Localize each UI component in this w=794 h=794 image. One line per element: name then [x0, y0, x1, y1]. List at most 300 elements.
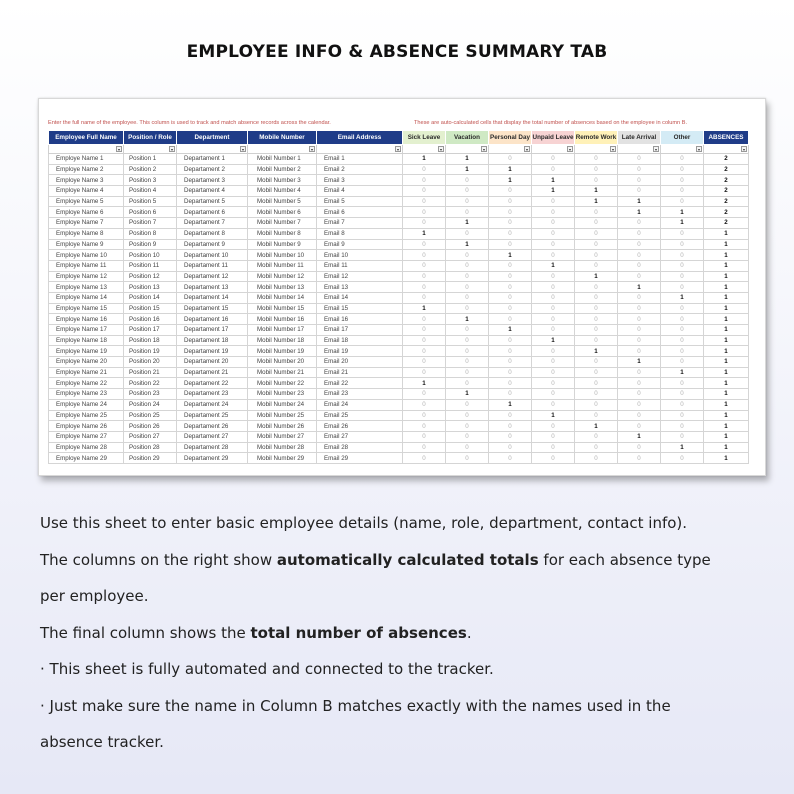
cell-department[interactable]: Departament 6 — [177, 207, 248, 218]
cell-vacation: 0 — [446, 378, 489, 389]
cell-late-arrival: 0 — [618, 186, 661, 197]
cell-employee-name[interactable]: Employe Name 8 — [49, 228, 124, 239]
cell-employee-name[interactable]: Employe Name 25 — [49, 410, 124, 421]
cell-late-arrival: 0 — [618, 260, 661, 271]
cell-personal-day: 0 — [489, 303, 532, 314]
cell-employee-name[interactable]: Employe Name 11 — [49, 260, 124, 271]
cell-vacation: 0 — [446, 175, 489, 186]
cell-absences-total: 2 — [704, 186, 749, 197]
table-row — [49, 260, 749, 271]
filter-dropdown-icon[interactable]: ▾ — [654, 147, 657, 152]
cell-department[interactable]: Departament 12 — [177, 271, 248, 282]
cell-employee-name[interactable]: Employe Name 21 — [49, 367, 124, 378]
header-employee-name[interactable]: Employee Full Name — [49, 131, 124, 145]
cell-email[interactable]: Email 28 — [317, 442, 403, 453]
cell-employee-name[interactable]: Employe Name 14 — [49, 292, 124, 303]
filter-cell — [49, 145, 124, 154]
table-row — [49, 250, 749, 261]
cell-absences-total: 1 — [704, 399, 749, 410]
cell-mobile[interactable]: Mobil Number 19 — [248, 346, 317, 357]
cell-position[interactable]: Position 7 — [124, 218, 177, 229]
cell-position[interactable]: Position 1 — [124, 154, 177, 165]
cell-sick-leave: 0 — [403, 431, 446, 442]
page-title: EMPLOYEE INFO & ABSENCE SUMMARY TAB — [186, 42, 608, 62]
cell-position[interactable]: Position 18 — [124, 335, 177, 346]
cell-personal-day: 0 — [489, 421, 532, 432]
cell-absences-total: 1 — [704, 292, 749, 303]
cell-position[interactable]: Position 28 — [124, 442, 177, 453]
cell-position[interactable]: Position 13 — [124, 282, 177, 293]
cell-email[interactable]: Email 27 — [317, 431, 403, 442]
cell-remote-work: 0 — [575, 399, 618, 410]
cell-employee-name[interactable]: Employe Name 23 — [49, 389, 124, 400]
cell-mobile[interactable]: Mobil Number 28 — [248, 442, 317, 453]
cell-department[interactable]: Departament 7 — [177, 218, 248, 229]
cell-email[interactable]: Email 21 — [317, 367, 403, 378]
filter-cell — [489, 145, 532, 154]
cell-email[interactable]: Email 17 — [317, 325, 403, 336]
cell-absences-total: 1 — [704, 271, 749, 282]
cell-employee-name[interactable]: Employe Name 16 — [49, 314, 124, 325]
cell-employee-name[interactable]: Employe Name 28 — [49, 442, 124, 453]
filter-dropdown-icon[interactable]: ▾ — [697, 147, 700, 152]
cell-vacation: 0 — [446, 228, 489, 239]
cell-email[interactable]: Email 10 — [317, 250, 403, 261]
cell-sick-leave: 0 — [403, 292, 446, 303]
table-row — [49, 164, 749, 175]
cell-mobile[interactable]: Mobil Number 9 — [248, 239, 317, 250]
cell-mobile[interactable]: Mobil Number 16 — [248, 314, 317, 325]
filter-dropdown-icon[interactable]: ▾ — [241, 147, 244, 152]
cell-email[interactable]: Email 20 — [317, 357, 403, 368]
cell-mobile[interactable]: Mobil Number 8 — [248, 228, 317, 239]
cell-department[interactable]: Departament 21 — [177, 367, 248, 378]
cell-employee-name[interactable]: Employe Name 6 — [49, 207, 124, 218]
cell-late-arrival: 0 — [618, 218, 661, 229]
cell-department[interactable]: Departament 10 — [177, 250, 248, 261]
cell-mobile[interactable]: Mobil Number 3 — [248, 175, 317, 186]
cell-personal-day: 0 — [489, 410, 532, 421]
cell-employee-name[interactable]: Employe Name 18 — [49, 335, 124, 346]
cell-unpaid-leave: 0 — [532, 303, 575, 314]
header-unpaid-leave[interactable]: Unpaid Leave — [532, 131, 575, 145]
cell-mobile[interactable]: Mobil Number 21 — [248, 367, 317, 378]
cell-unpaid-leave: 1 — [532, 410, 575, 421]
cell-employee-name[interactable]: Employe Name 29 — [49, 453, 124, 464]
cell-unpaid-leave: 1 — [532, 335, 575, 346]
desc-line-4-pre: The final column shows the — [40, 623, 251, 642]
cell-other: 0 — [661, 239, 704, 250]
cell-late-arrival: 1 — [618, 282, 661, 293]
cell-department[interactable]: Departament 29 — [177, 453, 248, 464]
cell-mobile[interactable]: Mobil Number 17 — [248, 325, 317, 336]
filter-dropdown-icon[interactable]: ▾ — [611, 147, 614, 152]
filter-dropdown-icon[interactable]: ▾ — [568, 147, 571, 152]
cell-personal-day: 0 — [489, 378, 532, 389]
cell-email[interactable]: Email 22 — [317, 378, 403, 389]
cell-employee-name[interactable]: Employe Name 22 — [49, 378, 124, 389]
cell-email[interactable]: Email 11 — [317, 260, 403, 271]
cell-late-arrival: 0 — [618, 154, 661, 165]
cell-position[interactable]: Position 4 — [124, 186, 177, 197]
cell-sick-leave: 0 — [403, 164, 446, 175]
desc-line-2-pre: The columns on the right show — [40, 550, 277, 569]
cell-email[interactable]: Email 9 — [317, 239, 403, 250]
cell-mobile[interactable]: Mobil Number 26 — [248, 421, 317, 432]
cell-department[interactable]: Departament 3 — [177, 175, 248, 186]
cell-position[interactable]: Position 16 — [124, 314, 177, 325]
cell-absences-total: 1 — [704, 421, 749, 432]
cell-other: 0 — [661, 196, 704, 207]
cell-personal-day: 1 — [489, 175, 532, 186]
cell-employee-name[interactable]: Employe Name 17 — [49, 325, 124, 336]
cell-absences-total: 1 — [704, 378, 749, 389]
cell-department[interactable]: Departament 8 — [177, 228, 248, 239]
cell-vacation: 0 — [446, 196, 489, 207]
cell-department[interactable]: Departament 1 — [177, 154, 248, 165]
cell-employee-name[interactable]: Employe Name 15 — [49, 303, 124, 314]
cell-email[interactable]: Email 18 — [317, 335, 403, 346]
cell-vacation: 0 — [446, 399, 489, 410]
filter-dropdown-icon[interactable]: ▾ — [170, 147, 173, 152]
cell-late-arrival: 0 — [618, 164, 661, 175]
cell-personal-day: 0 — [489, 260, 532, 271]
cell-employee-name[interactable]: Employe Name 10 — [49, 250, 124, 261]
cell-mobile[interactable]: Mobil Number 25 — [248, 410, 317, 421]
cell-late-arrival: 0 — [618, 228, 661, 239]
cell-sick-leave: 0 — [403, 367, 446, 378]
cell-vacation: 0 — [446, 453, 489, 464]
cell-mobile[interactable]: Mobil Number 6 — [248, 207, 317, 218]
cell-late-arrival: 0 — [618, 175, 661, 186]
header-late-arrival[interactable]: Late Arrival — [618, 131, 661, 145]
cell-unpaid-leave: 0 — [532, 292, 575, 303]
cell-personal-day: 0 — [489, 228, 532, 239]
cell-position[interactable]: Position 6 — [124, 207, 177, 218]
header-email[interactable]: Email Address — [317, 131, 403, 145]
cell-late-arrival: 1 — [618, 207, 661, 218]
cell-other: 0 — [661, 228, 704, 239]
cell-position[interactable]: Position 2 — [124, 164, 177, 175]
cell-personal-day: 0 — [489, 154, 532, 165]
cell-mobile[interactable]: Mobil Number 23 — [248, 389, 317, 400]
cell-mobile[interactable]: Mobil Number 7 — [248, 218, 317, 229]
cell-employee-name[interactable]: Employe Name 5 — [49, 196, 124, 207]
cell-email[interactable]: Email 25 — [317, 410, 403, 421]
cell-personal-day: 0 — [489, 453, 532, 464]
cell-position[interactable]: Position 26 — [124, 421, 177, 432]
cell-position[interactable]: Position 5 — [124, 196, 177, 207]
cell-remote-work: 0 — [575, 239, 618, 250]
table-row — [49, 325, 749, 336]
cell-department[interactable]: Departament 16 — [177, 314, 248, 325]
cell-email[interactable]: Email 7 — [317, 218, 403, 229]
cell-mobile[interactable]: Mobil Number 5 — [248, 196, 317, 207]
cell-remote-work: 0 — [575, 410, 618, 421]
cell-position[interactable]: Position 25 — [124, 410, 177, 421]
filter-dropdown-icon[interactable]: ▾ — [310, 147, 313, 152]
cell-absences-total: 2 — [704, 207, 749, 218]
cell-vacation: 0 — [446, 282, 489, 293]
cell-position[interactable]: Position 8 — [124, 228, 177, 239]
cell-email[interactable]: Email 13 — [317, 282, 403, 293]
cell-sick-leave: 1 — [403, 378, 446, 389]
employee-rows — [49, 154, 749, 464]
cell-mobile[interactable]: Mobil Number 2 — [248, 164, 317, 175]
header-other[interactable]: Other — [661, 131, 704, 145]
cell-employee-name[interactable]: Employe Name 4 — [49, 186, 124, 197]
cell-other: 0 — [661, 303, 704, 314]
filter-dropdown-icon[interactable]: ▾ — [117, 147, 120, 152]
cell-mobile[interactable]: Mobil Number 24 — [248, 399, 317, 410]
cell-absences-total: 1 — [704, 325, 749, 336]
cell-employee-name[interactable]: Employe Name 12 — [49, 271, 124, 282]
cell-late-arrival: 0 — [618, 346, 661, 357]
cell-unpaid-leave: 0 — [532, 453, 575, 464]
cell-department[interactable]: Departament 23 — [177, 389, 248, 400]
desc-bullet-2: · Just make sure the name in Column B matches exactly with the names used in the — [40, 696, 671, 715]
cell-department[interactable]: Departament 28 — [177, 442, 248, 453]
spreadsheet-preview — [38, 98, 766, 476]
cell-remote-work: 0 — [575, 154, 618, 165]
filter-cell — [532, 145, 575, 154]
cell-personal-day: 0 — [489, 389, 532, 400]
name-column-note: Enter the full name of the employee. This column is used to track and match absence records across the calendar. — [48, 120, 331, 126]
cell-vacation: 0 — [446, 431, 489, 442]
header-position[interactable]: Position / Role — [124, 131, 177, 145]
table-row — [49, 378, 749, 389]
cell-employee-name[interactable]: Employe Name 27 — [49, 431, 124, 442]
cell-position[interactable]: Position 22 — [124, 378, 177, 389]
cell-position[interactable]: Position 12 — [124, 271, 177, 282]
cell-unpaid-leave: 1 — [532, 260, 575, 271]
cell-email[interactable]: Email 23 — [317, 389, 403, 400]
cell-position[interactable]: Position 3 — [124, 175, 177, 186]
cell-email[interactable]: Email 12 — [317, 271, 403, 282]
cell-other: 0 — [661, 325, 704, 336]
cell-department[interactable]: Departament 27 — [177, 431, 248, 442]
desc-line-4-bold: total number of absences — [250, 623, 467, 642]
cell-department[interactable]: Departament 22 — [177, 378, 248, 389]
desc-line-3: per employee. — [40, 587, 149, 605]
cell-unpaid-leave: 0 — [532, 378, 575, 389]
cell-email[interactable]: Email 3 — [317, 175, 403, 186]
cell-mobile[interactable]: Mobil Number 1 — [248, 154, 317, 165]
cell-other: 0 — [661, 250, 704, 261]
cell-department[interactable]: Departament 4 — [177, 186, 248, 197]
cell-late-arrival: 0 — [618, 239, 661, 250]
filter-dropdown-icon[interactable]: ▾ — [525, 147, 528, 152]
cell-position[interactable]: Position 23 — [124, 389, 177, 400]
cell-personal-day: 0 — [489, 186, 532, 197]
cell-mobile[interactable]: Mobil Number 12 — [248, 271, 317, 282]
table-row — [49, 453, 749, 464]
cell-sick-leave: 0 — [403, 207, 446, 218]
header-personal-day[interactable]: Personal Day — [489, 131, 532, 145]
header-department[interactable]: Department — [177, 131, 248, 145]
cell-remote-work: 0 — [575, 453, 618, 464]
cell-department[interactable]: Departament 2 — [177, 164, 248, 175]
cell-sick-leave: 0 — [403, 175, 446, 186]
cell-employee-name[interactable]: Employe Name 20 — [49, 357, 124, 368]
cell-email[interactable]: Email 19 — [317, 346, 403, 357]
cell-remote-work: 0 — [575, 442, 618, 453]
cell-department[interactable]: Departament 15 — [177, 303, 248, 314]
cell-unpaid-leave: 0 — [532, 431, 575, 442]
cell-department[interactable]: Departament 18 — [177, 335, 248, 346]
cell-department[interactable]: Departament 14 — [177, 292, 248, 303]
cell-position[interactable]: Position 9 — [124, 239, 177, 250]
cell-mobile[interactable]: Mobil Number 14 — [248, 292, 317, 303]
cell-mobile[interactable]: Mobil Number 27 — [248, 431, 317, 442]
filter-cell — [317, 145, 403, 154]
cell-employee-name[interactable]: Employe Name 24 — [49, 399, 124, 410]
cell-mobile[interactable]: Mobil Number 18 — [248, 335, 317, 346]
cell-employee-name[interactable]: Employe Name 19 — [49, 346, 124, 357]
cell-sick-leave: 0 — [403, 335, 446, 346]
cell-absences-total: 2 — [704, 196, 749, 207]
cell-employee-name[interactable]: Employe Name 3 — [49, 175, 124, 186]
cell-position[interactable]: Position 27 — [124, 431, 177, 442]
cell-mobile[interactable]: Mobil Number 15 — [248, 303, 317, 314]
cell-personal-day: 0 — [489, 367, 532, 378]
cell-absences-total: 2 — [704, 218, 749, 229]
cell-mobile[interactable]: Mobil Number 11 — [248, 260, 317, 271]
table-row — [49, 292, 749, 303]
cell-email[interactable]: Email 6 — [317, 207, 403, 218]
cell-mobile[interactable]: Mobil Number 29 — [248, 453, 317, 464]
cell-department[interactable]: Departament 20 — [177, 357, 248, 368]
cell-department[interactable]: Departament 26 — [177, 421, 248, 432]
cell-mobile[interactable]: Mobil Number 10 — [248, 250, 317, 261]
cell-email[interactable]: Email 4 — [317, 186, 403, 197]
cell-position[interactable]: Position 20 — [124, 357, 177, 368]
cell-department[interactable]: Departament 19 — [177, 346, 248, 357]
cell-absences-total: 1 — [704, 367, 749, 378]
filter-cell — [248, 145, 317, 154]
cell-remote-work: 0 — [575, 207, 618, 218]
cell-personal-day: 0 — [489, 271, 532, 282]
table-row — [49, 218, 749, 229]
cell-department[interactable]: Departament 11 — [177, 260, 248, 271]
cell-position[interactable]: Position 17 — [124, 325, 177, 336]
cell-unpaid-leave: 0 — [532, 367, 575, 378]
cell-late-arrival: 0 — [618, 453, 661, 464]
cell-email[interactable]: Email 15 — [317, 303, 403, 314]
cell-position[interactable]: Position 10 — [124, 250, 177, 261]
cell-mobile[interactable]: Mobil Number 4 — [248, 186, 317, 197]
cell-personal-day: 1 — [489, 164, 532, 175]
cell-employee-name[interactable]: Employe Name 9 — [49, 239, 124, 250]
cell-email[interactable]: Email 26 — [317, 421, 403, 432]
cell-sick-leave: 0 — [403, 218, 446, 229]
cell-position[interactable]: Position 19 — [124, 346, 177, 357]
cell-position[interactable]: Position 15 — [124, 303, 177, 314]
cell-remote-work: 0 — [575, 164, 618, 175]
cell-email[interactable]: Email 5 — [317, 196, 403, 207]
cell-sick-leave: 1 — [403, 154, 446, 165]
cell-remote-work: 1 — [575, 186, 618, 197]
filter-dropdown-icon[interactable]: ▾ — [742, 147, 745, 152]
header-mobile[interactable]: Mobile Number — [248, 131, 317, 145]
header-vacation[interactable]: Vacation — [446, 131, 489, 145]
cell-other: 0 — [661, 314, 704, 325]
cell-vacation: 1 — [446, 154, 489, 165]
cell-email[interactable]: Email 1 — [317, 154, 403, 165]
cell-email[interactable]: Email 24 — [317, 399, 403, 410]
cell-late-arrival: 1 — [618, 357, 661, 368]
cell-department[interactable]: Departament 9 — [177, 239, 248, 250]
cell-remote-work: 0 — [575, 335, 618, 346]
cell-unpaid-leave: 0 — [532, 442, 575, 453]
cell-late-arrival: 0 — [618, 303, 661, 314]
cell-email[interactable]: Email 29 — [317, 453, 403, 464]
cell-vacation: 0 — [446, 367, 489, 378]
cell-employee-name[interactable]: Employe Name 13 — [49, 282, 124, 293]
cell-personal-day: 0 — [489, 282, 532, 293]
cell-department[interactable]: Departament 13 — [177, 282, 248, 293]
cell-department[interactable]: Departament 5 — [177, 196, 248, 207]
cell-absences-total: 1 — [704, 335, 749, 346]
cell-mobile[interactable]: Mobil Number 20 — [248, 357, 317, 368]
cell-other: 0 — [661, 186, 704, 197]
cell-position[interactable]: Position 21 — [124, 367, 177, 378]
cell-position[interactable]: Position 11 — [124, 260, 177, 271]
table-row — [49, 196, 749, 207]
cell-late-arrival: 0 — [618, 410, 661, 421]
filter-dropdown-icon[interactable]: ▾ — [439, 147, 442, 152]
cell-employee-name[interactable]: Employe Name 2 — [49, 164, 124, 175]
filter-dropdown-icon[interactable]: ▾ — [482, 147, 485, 152]
cell-email[interactable]: Email 14 — [317, 292, 403, 303]
cell-email[interactable]: Email 2 — [317, 164, 403, 175]
cell-unpaid-leave: 1 — [532, 175, 575, 186]
header-remote-work[interactable]: Remote Work — [575, 131, 618, 145]
filter-dropdown-icon[interactable]: ▾ — [396, 147, 399, 152]
cell-absences-total: 1 — [704, 260, 749, 271]
cell-unpaid-leave: 0 — [532, 207, 575, 218]
cell-sick-leave: 0 — [403, 389, 446, 400]
cell-department[interactable]: Departament 25 — [177, 410, 248, 421]
cell-other: 0 — [661, 399, 704, 410]
cell-sick-leave: 0 — [403, 186, 446, 197]
cell-employee-name[interactable]: Employe Name 1 — [49, 154, 124, 165]
cell-absences-total: 1 — [704, 431, 749, 442]
cell-sick-leave: 0 — [403, 282, 446, 293]
cell-unpaid-leave: 0 — [532, 282, 575, 293]
cell-employee-name[interactable]: Employe Name 26 — [49, 421, 124, 432]
table-row — [49, 346, 749, 357]
cell-unpaid-leave: 0 — [532, 325, 575, 336]
cell-other: 0 — [661, 378, 704, 389]
cell-other: 0 — [661, 175, 704, 186]
cell-department[interactable]: Departament 17 — [177, 325, 248, 336]
cell-email[interactable]: Email 8 — [317, 228, 403, 239]
cell-employee-name[interactable]: Employe Name 7 — [49, 218, 124, 229]
cell-position[interactable]: Position 24 — [124, 399, 177, 410]
header-absences[interactable]: ABSENCES — [704, 131, 749, 145]
cell-mobile[interactable]: Mobil Number 22 — [248, 378, 317, 389]
cell-position[interactable]: Position 29 — [124, 453, 177, 464]
cell-personal-day: 0 — [489, 335, 532, 346]
cell-department[interactable]: Departament 24 — [177, 399, 248, 410]
cell-other: 0 — [661, 410, 704, 421]
cell-other: 0 — [661, 271, 704, 282]
header-sick-leave[interactable]: Sick Leave — [403, 131, 446, 145]
cell-position[interactable]: Position 14 — [124, 292, 177, 303]
cell-mobile[interactable]: Mobil Number 13 — [248, 282, 317, 293]
cell-email[interactable]: Email 16 — [317, 314, 403, 325]
